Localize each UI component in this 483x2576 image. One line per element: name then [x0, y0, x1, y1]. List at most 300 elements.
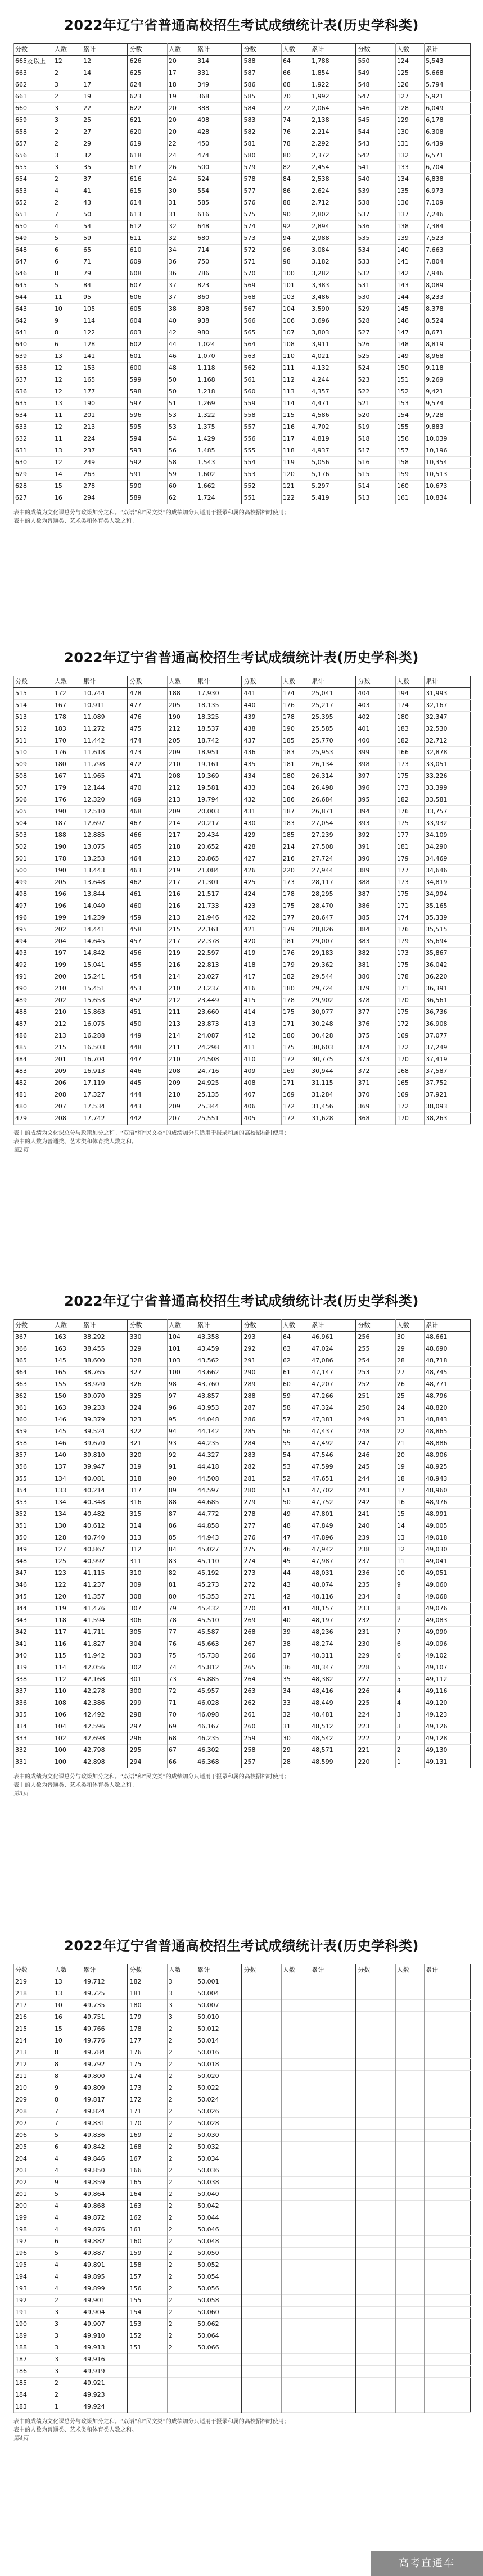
count-cell: 9 [53, 2177, 82, 2189]
table-header-row [14, 676, 471, 688]
score-cell: 206 [14, 2130, 53, 2142]
cumulative-cell: 165 [82, 374, 128, 386]
count-cell: 100 [167, 1367, 196, 1379]
cumulative-cell: 3,084 [310, 245, 356, 256]
cumulative-cell: 49,859 [82, 2177, 128, 2189]
page-section [0, 1290, 483, 1922]
cumulative-cell: 30,077 [310, 1007, 356, 1018]
score-cell: 656 [14, 150, 53, 162]
count-cell: 201 [53, 1054, 82, 1066]
cumulative-cell: 27,054 [310, 818, 356, 830]
score-cell: 633 [14, 422, 53, 433]
count-cell: 2 [53, 138, 82, 150]
count-cell: 2 [167, 2283, 196, 2295]
count-cell: 170 [395, 1113, 424, 1125]
score-cell: 156 [128, 2283, 167, 2295]
score-cell: 619 [128, 138, 167, 150]
column-header: 累计 [196, 1320, 242, 1332]
count-cell: 4 [53, 2260, 82, 2271]
cumulative-cell: 48,745 [425, 1367, 471, 1379]
score-cell: 625 [128, 67, 167, 79]
score-cell: 308 [128, 1591, 167, 1603]
table-row [14, 422, 471, 433]
score-cell: 277 [242, 1520, 281, 1532]
column-header: 累计 [425, 1320, 471, 1332]
score-cell: 465 [128, 841, 167, 853]
column-header: 分数 [242, 44, 281, 56]
cumulative-cell: 49,131 [425, 1756, 471, 1768]
count-cell [395, 2271, 424, 2283]
score-cell: 542 [356, 150, 395, 162]
cumulative-cell: 8,089 [425, 280, 471, 292]
count-cell: 117 [53, 1627, 82, 1638]
cumulative-cell: 49,005 [425, 1520, 471, 1532]
score-cell: 487 [14, 1018, 53, 1030]
score-cell [242, 2071, 281, 2082]
score-cell [356, 2248, 395, 2260]
count-cell [281, 2212, 310, 2224]
score-cell: 326 [128, 1379, 167, 1391]
count-cell: 163 [53, 1332, 82, 1343]
count-cell: 149 [395, 351, 424, 363]
cumulative-cell: 50,004 [196, 1988, 242, 2000]
cumulative-cell: 49,712 [82, 1976, 128, 1988]
column-header: 分数 [242, 676, 281, 688]
cumulative-cell: 43,760 [196, 1379, 242, 1391]
score-cell: 498 [14, 889, 53, 900]
score-cell: 343 [14, 1615, 53, 1627]
count-cell: 30 [281, 1733, 310, 1745]
count-cell: 134 [53, 1497, 82, 1509]
cumulative-cell: 38,455 [82, 1343, 128, 1355]
score-cell: 519 [356, 422, 395, 433]
score-cell: 506 [14, 794, 53, 806]
count-cell: 144 [395, 292, 424, 304]
score-cell: 566 [242, 315, 281, 327]
cumulative-cell: 17,930 [196, 688, 242, 700]
score-cell: 360 [14, 1414, 53, 1426]
cumulative-cell [310, 1976, 356, 1988]
count-cell: 122 [281, 492, 310, 504]
score-cell: 447 [128, 1054, 167, 1066]
count-cell [395, 2012, 424, 2023]
cumulative-cell: 5,543 [425, 56, 471, 67]
score-cell: 507 [14, 782, 53, 794]
cumulative-cell: 32,712 [425, 735, 471, 747]
score-cell: 315 [128, 1509, 167, 1520]
score-cell: 229 [356, 1650, 395, 1662]
score-cell: 270 [242, 1603, 281, 1615]
score-cell: 336 [14, 1697, 53, 1709]
count-cell: 12 [53, 422, 82, 433]
cumulative-cell: 46,235 [196, 1733, 242, 1745]
count-cell: 202 [53, 924, 82, 936]
score-cell [356, 2165, 395, 2177]
table-row [14, 91, 471, 103]
table-row [14, 433, 471, 445]
score-cell: 501 [14, 853, 53, 865]
score-cell [242, 2401, 281, 2413]
count-cell: 46 [167, 351, 196, 363]
table-row [14, 1686, 471, 1697]
score-cell: 557 [242, 422, 281, 433]
count-cell: 88 [281, 197, 310, 209]
count-cell [281, 2094, 310, 2106]
score-cell: 203 [14, 2165, 53, 2177]
cumulative-cell: 29,362 [310, 959, 356, 971]
count-cell: 74 [167, 1662, 196, 1674]
count-cell: 3 [53, 115, 82, 126]
table-notes [13, 509, 290, 526]
count-cell: 8 [53, 2071, 82, 2082]
cumulative-cell: 36,908 [425, 1018, 471, 1030]
cumulative-cell: 17,534 [82, 1101, 128, 1113]
count-cell: 101 [167, 1343, 196, 1355]
cumulative-cell [310, 2330, 356, 2342]
score-cell: 524 [356, 363, 395, 374]
score-cell: 514 [14, 700, 53, 712]
column-header: 分数 [128, 44, 167, 56]
count-cell [395, 2071, 424, 2082]
score-cell [242, 2059, 281, 2071]
count-cell: 178 [281, 712, 310, 723]
table-row [14, 2307, 471, 2319]
cumulative-cell: 50,012 [196, 2023, 242, 2035]
count-cell [281, 2342, 310, 2354]
cumulative-cell: 122 [82, 327, 128, 339]
count-cell: 119 [281, 457, 310, 469]
count-cell [281, 2165, 310, 2177]
cumulative-cell [310, 2071, 356, 2082]
count-cell: 10 [53, 2000, 82, 2012]
count-cell: 190 [167, 712, 196, 723]
count-cell: 23 [395, 1414, 424, 1426]
score-cell [356, 2012, 395, 2023]
count-cell: 40 [167, 315, 196, 327]
score-cell: 562 [242, 363, 281, 374]
score-cell: 602 [128, 339, 167, 351]
score-cell: 161 [128, 2224, 167, 2236]
cumulative-cell [425, 2023, 471, 2035]
count-cell: 180 [281, 983, 310, 995]
score-cell [356, 1976, 395, 1988]
table-row [14, 115, 471, 126]
score-cell: 225 [356, 1697, 395, 1709]
table-row [14, 688, 471, 700]
score-cell: 478 [128, 688, 167, 700]
score-cell: 186 [14, 2366, 53, 2378]
count-cell: 183 [281, 747, 310, 759]
count-cell: 6 [53, 339, 82, 351]
count-cell: 56 [167, 445, 196, 457]
score-cell: 320 [128, 1450, 167, 1461]
count-cell: 39 [281, 1627, 310, 1638]
count-cell: 176 [395, 924, 424, 936]
cumulative-cell: 44,508 [196, 1473, 242, 1485]
count-cell: 116 [53, 1638, 82, 1650]
table-row [14, 912, 471, 924]
score-cell: 574 [242, 221, 281, 233]
page-title: 2022年辽宁省普通高校招生考试成绩统计表(历史学科类) [64, 17, 419, 33]
cumulative-cell: 263 [82, 469, 128, 481]
table-header-row [14, 44, 471, 56]
count-cell: 64 [281, 56, 310, 67]
count-cell: 70 [167, 1709, 196, 1721]
score-cell: 463 [128, 865, 167, 877]
score-cell: 477 [128, 700, 167, 712]
score-cell: 189 [14, 2330, 53, 2342]
score-cell: 334 [14, 1721, 53, 1733]
cumulative-cell: 25,135 [196, 1089, 242, 1101]
cumulative-cell: 50,052 [196, 2260, 242, 2271]
score-cell: 424 [242, 889, 281, 900]
cumulative-cell: 47,849 [310, 1520, 356, 1532]
count-cell: 124 [395, 56, 424, 67]
count-cell: 2 [53, 2378, 82, 2389]
column-header: 人数 [53, 1320, 82, 1332]
count-cell: 210 [167, 1089, 196, 1101]
table-row [14, 2189, 471, 2201]
cumulative-cell: 48,906 [425, 1450, 471, 1461]
count-cell: 30 [167, 185, 196, 197]
count-cell: 13 [53, 445, 82, 457]
score-cell [242, 2189, 281, 2201]
score-cell: 593 [128, 445, 167, 457]
count-cell: 2 [167, 2165, 196, 2177]
cumulative-cell: 42,492 [82, 1709, 128, 1721]
table-row [14, 1638, 471, 1650]
score-cell: 595 [128, 422, 167, 433]
score-cell: 448 [128, 1042, 167, 1054]
score-cell: 579 [242, 162, 281, 174]
cumulative-cell: 48,449 [310, 1697, 356, 1709]
cumulative-cell: 49,907 [82, 2319, 128, 2330]
cumulative-cell: 3,182 [310, 256, 356, 268]
table-notes [13, 1773, 290, 1798]
count-cell: 71 [167, 1697, 196, 1709]
column-header: 人数 [281, 1964, 310, 1976]
score-cell [242, 2283, 281, 2295]
count-cell: 4 [395, 1686, 424, 1697]
count-cell: 2 [53, 67, 82, 79]
cumulative-cell: 42,898 [82, 1756, 128, 1768]
count-cell: 171 [395, 983, 424, 995]
count-cell: 89 [167, 1485, 196, 1497]
cumulative-cell: 47,266 [310, 1391, 356, 1402]
count-cell: 123 [53, 1568, 82, 1579]
cumulative-cell: 3,911 [310, 339, 356, 351]
count-cell: 3 [167, 2012, 196, 2023]
cumulative-cell: 45,663 [196, 1638, 242, 1650]
cumulative-cell: 44,235 [196, 1438, 242, 1450]
table-row [14, 2177, 471, 2189]
count-cell: 2 [167, 2118, 196, 2130]
score-cell: 385 [356, 912, 395, 924]
score-cell: 341 [14, 1638, 53, 1650]
count-cell: 183 [281, 818, 310, 830]
cumulative-cell: 27,508 [310, 841, 356, 853]
count-cell [281, 2047, 310, 2059]
count-cell: 173 [395, 948, 424, 959]
cumulative-cell [425, 2378, 471, 2389]
cumulative-cell: 39,233 [82, 1402, 128, 1414]
count-cell: 210 [53, 1007, 82, 1018]
cumulative-cell: 45,192 [196, 1568, 242, 1579]
cumulative-cell: 23,660 [196, 1007, 242, 1018]
count-cell: 100 [53, 1756, 82, 1768]
cumulative-cell: 42,278 [82, 1686, 128, 1697]
score-cell: 286 [242, 1414, 281, 1426]
table-row [14, 2023, 471, 2035]
count-cell: 37 [281, 1650, 310, 1662]
table-row [14, 2106, 471, 2118]
cumulative-cell: 38,093 [425, 1101, 471, 1113]
score-cell: 528 [356, 315, 395, 327]
cumulative-cell: 48,943 [425, 1473, 471, 1485]
cumulative-cell: 201 [82, 410, 128, 422]
score-cell: 351 [14, 1520, 53, 1532]
cumulative-cell: 5,794 [425, 79, 471, 91]
count-cell: 135 [395, 185, 424, 197]
cumulative-cell: 7,384 [425, 221, 471, 233]
score-cell [356, 2201, 395, 2212]
score-cell: 434 [242, 771, 281, 782]
cumulative-cell: 49,824 [82, 2106, 128, 2118]
count-cell [395, 2378, 424, 2389]
score-cell: 357 [14, 1450, 53, 1461]
cumulative-cell: 50 [82, 209, 128, 221]
score-cell: 565 [242, 327, 281, 339]
table-row [14, 2212, 471, 2224]
count-cell: 120 [53, 1591, 82, 1603]
score-cell: 366 [14, 1343, 53, 1355]
score-cell: 418 [242, 959, 281, 971]
count-cell: 134 [395, 174, 424, 185]
count-cell: 159 [395, 469, 424, 481]
cumulative-cell: 49,126 [425, 1721, 471, 1733]
count-cell: 210 [167, 759, 196, 771]
count-cell: 108 [281, 339, 310, 351]
count-cell: 133 [53, 1485, 82, 1497]
score-cell: 305 [128, 1627, 167, 1638]
score-cell: 338 [14, 1674, 53, 1686]
score-cell: 632 [14, 433, 53, 445]
score-cell: 471 [128, 771, 167, 782]
count-cell: 12 [53, 56, 82, 67]
score-cell: 646 [14, 268, 53, 280]
cumulative-cell: 21,084 [196, 865, 242, 877]
score-cell: 599 [128, 374, 167, 386]
cumulative-cell: 31,115 [310, 1078, 356, 1089]
count-cell: 2 [167, 2082, 196, 2094]
score-cell: 655 [14, 162, 53, 174]
count-cell: 2 [167, 2094, 196, 2106]
count-cell: 172 [281, 1113, 310, 1125]
count-cell: 4 [53, 2153, 82, 2165]
score-cell: 594 [128, 433, 167, 445]
count-cell: 32 [167, 221, 196, 233]
cumulative-cell [310, 2106, 356, 2118]
count-cell: 205 [167, 700, 196, 712]
table-row [14, 1473, 471, 1485]
count-cell [281, 2106, 310, 2118]
count-cell [281, 2201, 310, 2212]
score-cell [242, 2295, 281, 2307]
count-cell: 175 [395, 889, 424, 900]
cumulative-cell: 49,128 [425, 1733, 471, 1745]
cumulative-cell: 14,040 [82, 900, 128, 912]
score-cell: 316 [128, 1497, 167, 1509]
score-cell: 569 [242, 280, 281, 292]
count-cell: 116 [281, 422, 310, 433]
count-cell: 22 [167, 138, 196, 150]
score-cell: 586 [242, 79, 281, 91]
cumulative-cell: 27 [82, 126, 128, 138]
count-cell [281, 2307, 310, 2319]
cumulative-cell: 7,523 [425, 233, 471, 245]
score-cell: 191 [14, 2307, 53, 2319]
count-cell [395, 2142, 424, 2153]
score-cell [242, 2271, 281, 2283]
count-cell: 73 [167, 1674, 196, 1686]
count-cell [281, 2130, 310, 2142]
cumulative-cell: 6,178 [425, 115, 471, 126]
score-cell: 601 [128, 351, 167, 363]
count-cell: 8 [395, 1591, 424, 1603]
count-cell: 131 [395, 138, 424, 150]
cumulative-cell: 33,226 [425, 771, 471, 782]
cumulative-cell: 3,282 [310, 268, 356, 280]
cumulative-cell: 49,800 [82, 2071, 128, 2082]
score-cell: 190 [14, 2319, 53, 2330]
count-cell: 213 [167, 853, 196, 865]
score-cell: 538 [356, 197, 395, 209]
table-row [14, 2130, 471, 2142]
count-cell: 57 [281, 1414, 310, 1426]
score-cell: 265 [242, 1662, 281, 1674]
cumulative-cell: 1,602 [196, 469, 242, 481]
table-row [14, 1089, 471, 1101]
cumulative-cell: 45,353 [196, 1591, 242, 1603]
score-cell: 516 [356, 457, 395, 469]
cumulative-cell [310, 2177, 356, 2189]
cumulative-cell: 28,295 [310, 889, 356, 900]
score-cell: 454 [128, 971, 167, 983]
score-cell: 399 [356, 747, 395, 759]
cumulative-cell [310, 1988, 356, 2000]
cumulative-cell [425, 2130, 471, 2142]
score-cell: 250 [356, 1402, 395, 1414]
cumulative-cell: 249 [82, 457, 128, 469]
count-cell: 2 [167, 2271, 196, 2283]
cumulative-cell: 84 [82, 280, 128, 292]
count-cell: 150 [53, 1391, 82, 1402]
score-cell: 240 [356, 1520, 395, 1532]
count-cell: 169 [395, 1089, 424, 1101]
cumulative-cell: 45,027 [196, 1544, 242, 1556]
count-cell: 14 [53, 469, 82, 481]
count-cell: 60 [167, 481, 196, 492]
count-cell: 17 [395, 1485, 424, 1497]
count-cell: 122 [53, 1579, 82, 1591]
score-cell: 307 [128, 1603, 167, 1615]
cumulative-cell: 50,040 [196, 2189, 242, 2201]
score-cell: 539 [356, 185, 395, 197]
count-cell: 186 [281, 794, 310, 806]
score-cell: 309 [128, 1579, 167, 1591]
cumulative-cell: 31,993 [425, 688, 471, 700]
cumulative-cell: 294 [82, 492, 128, 504]
